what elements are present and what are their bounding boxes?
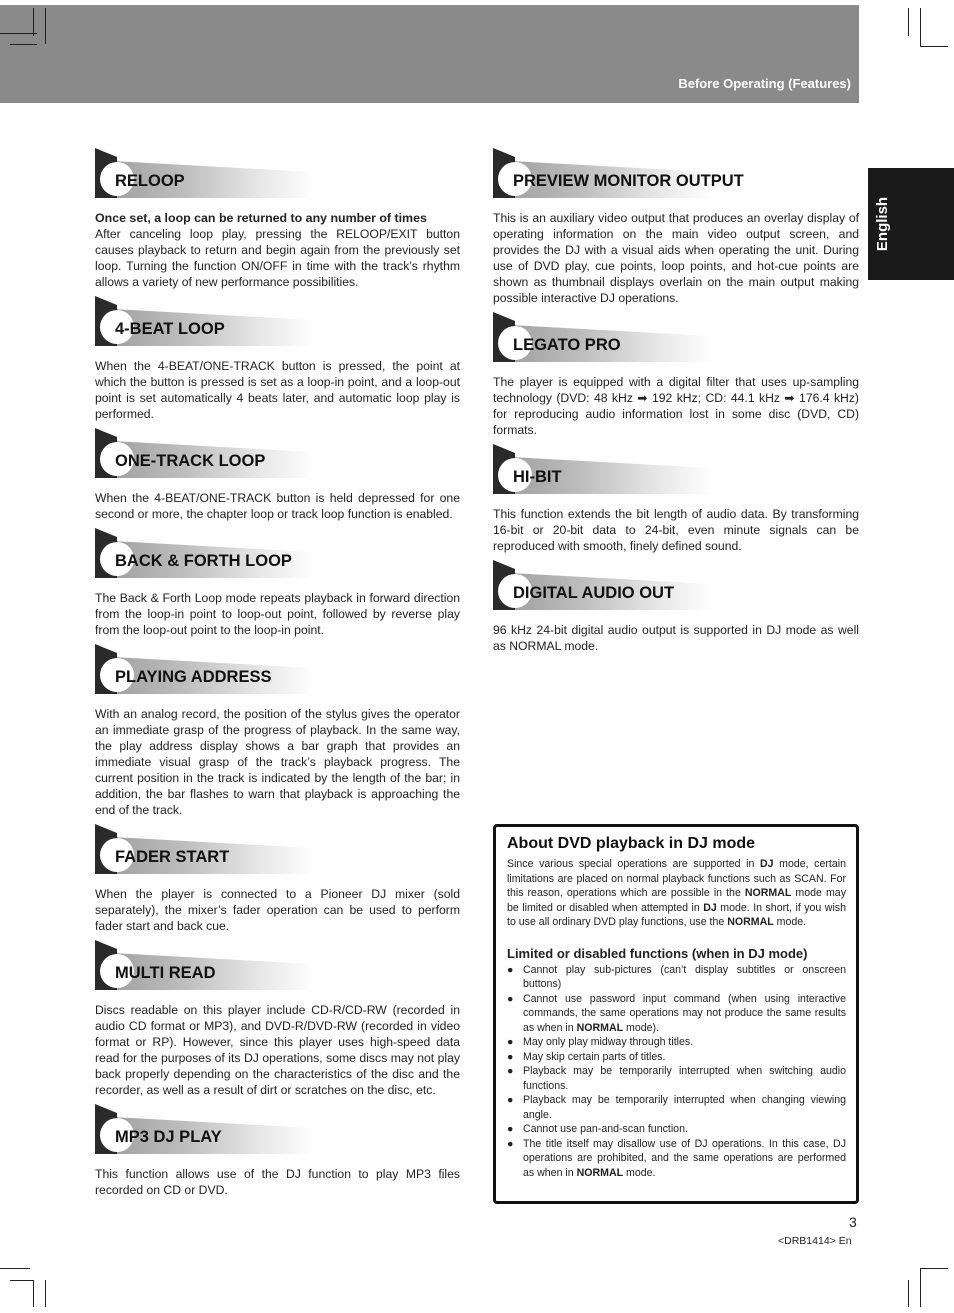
intro-text: mode may be limited or disabled when attempted in (507, 887, 846, 914)
bullet-icon: ● (507, 1137, 514, 1150)
dj-mode-info-box (493, 824, 859, 1204)
section-heading-band (95, 148, 460, 198)
section-title: PLAYING ADDRESS (115, 668, 272, 686)
intro-emphasis: NORMAL (744, 887, 792, 899)
section-heading-band (95, 644, 460, 694)
list-item: ● Cannot use pan-and-scan function. (507, 1123, 688, 1135)
crop-mark (45, 1280, 46, 1307)
section-body: When the 4-BEAT/ONE-TRACK button is pressed, the point at which the button is pressed is set as a loop-in point, and a loop-out point is set automatically 4 beats later, and automatic loop play is performed. (95, 359, 460, 421)
section-body: When the 4-BEAT/ONE-TRACK button is held depressed for one second or more, the chapter loop or track loop function is enabled. (95, 491, 460, 521)
section-subtitle: Once set, a loop can be returned to any number of times (95, 211, 427, 225)
section-body: 96 kHz 24-bit digital audio output is supported in DJ mode as well as NORMAL mode. (493, 623, 859, 653)
intro-emphasis: NORMAL (727, 916, 774, 928)
feature-section-digital-audio-out (493, 560, 859, 654)
section-heading-band (95, 824, 460, 874)
intro-text: Since various special operations are supported in (507, 858, 760, 870)
feature-section-preview-monitor-output (493, 148, 859, 306)
section-heading-band (95, 428, 460, 478)
info-box-title: About DVD playback in DJ mode (507, 835, 756, 852)
crop-mark (0, 33, 37, 34)
section-heading-band (95, 296, 460, 346)
language-tab-label: English (873, 196, 891, 252)
bullet-icon: ● (507, 1065, 514, 1077)
intro-emphasis: DJ (703, 901, 717, 914)
feature-section-mp3-dj-play (95, 1104, 460, 1198)
feature-section-4-beat-loop (95, 296, 460, 422)
document-code: <DRB1414> En (778, 1235, 852, 1247)
section-heading-band (493, 312, 859, 362)
section-title: BACK & FORTH LOOP (115, 552, 292, 570)
bullet-icon: ● (507, 963, 514, 976)
limited-functions-list (507, 963, 846, 1181)
list-item: ● May only play midway through titles. (507, 1036, 694, 1048)
section-heading-band (493, 560, 859, 610)
section-title: 4-BEAT LOOP (115, 320, 225, 338)
crop-mark (920, 1268, 948, 1269)
list-item: ● Cannot use password input command (when using interactive commands, the same operations may not produce the same results as when in NORMAL mode). (507, 992, 846, 1034)
crop-mark (0, 1268, 30, 1269)
crop-mark (10, 44, 37, 45)
section-body: The Back & Forth Loop mode repeats playback in forward direction from the loop-in point to loop-out point, followed by reverse play from the loop-out point to the loop-in point. (95, 591, 460, 637)
section-heading: Before Operating (Features) (678, 76, 851, 91)
list-item: ● Playback may be temporarily interrupted when changing viewing angle. (507, 1094, 846, 1121)
section-body (95, 210, 460, 290)
section-body: The player is equipped with a digital filter that uses up-sampling technology (DVD: 48 kHz ➡ 192 kHz; CD: 44.1 kHz ➡ 176.4 kHz) for reproducing audio information lost in some disc (DVD, CD) formats. (493, 375, 859, 437)
section-heading-band (95, 940, 460, 990)
crop-mark (10, 1280, 34, 1281)
section-title: PREVIEW MONITOR OUTPUT (513, 172, 744, 190)
intro-emphasis: DJ (759, 858, 774, 870)
bullet-icon: ● (507, 1094, 514, 1106)
crop-mark (908, 8, 909, 36)
crop-mark (33, 1280, 34, 1307)
feature-section-multi-read (95, 940, 460, 1098)
list-item: ● The title itself may disallow use of DJ operations. In this case, DJ operations are prohibited, and the same operations are performed as when in NORMAL mode. (507, 1137, 846, 1179)
info-box-intro (507, 857, 846, 930)
section-title: MULTI READ (115, 964, 216, 982)
list-item: ● Cannot play sub-pictures (can’t display subtitles or onscreen buttons) (507, 963, 846, 990)
feature-section-playing-address (95, 644, 460, 818)
section-title: FADER START (115, 848, 230, 866)
section-heading-band (95, 528, 460, 578)
section-title: LEGATO PRO (513, 336, 621, 354)
section-body: Discs readable on this player include CD-R/CD-RW (recorded in audio CD format or MP3), and DVD-R/DVD-RW (recorded in video format or RP). However, since this player uses high-speed data read for the purposes of its DJ operations, some discs may not play back properly depending on the characteristics of the disc and the recorder, as well as a result of dirt or scratches on the disc, etc. (95, 1003, 460, 1097)
crop-mark (920, 1268, 921, 1307)
bullet-icon: ● (507, 1036, 514, 1048)
crop-mark (908, 1280, 909, 1307)
bullet-icon: ● (507, 1050, 514, 1063)
feature-section-hi-bit (493, 444, 859, 554)
section-heading-band (493, 444, 859, 494)
feature-section-one-track-loop (95, 428, 460, 522)
section-heading-band (95, 1104, 460, 1154)
intro-text: mode. In short, if you wish to use all ordinary DVD play functions, use the (507, 901, 846, 928)
feature-section-fader-start (95, 824, 460, 934)
section-body: This function extends the bit length of audio data. By transforming 16-bit or 20-bit data to 24-bit, even minute signals can be reproduced with smooth, finely defined sound. (493, 507, 859, 553)
section-title: ONE-TRACK LOOP (115, 452, 266, 470)
crop-mark (45, 8, 46, 44)
section-text: After canceling loop play, pressing the RELOOP/EXIT button causes playback to return and begin again from the previously set loop. Turning the function ON/OFF in time with the track’s rhythm allows a variety of new performance possibilities. (95, 227, 460, 289)
limited-functions-heading: Limited or disabled functions (when in DJ mode) (507, 945, 808, 961)
list-item: ● Playback may be temporarily interrupted when switching audio functions. (507, 1065, 846, 1092)
section-heading-band (493, 148, 859, 198)
section-title: HI-BIT (513, 468, 562, 486)
crop-mark (33, 8, 34, 36)
crop-mark (920, 46, 948, 47)
header-bar (0, 5, 859, 103)
crop-mark (920, 8, 921, 46)
section-title: DIGITAL AUDIO OUT (513, 584, 675, 602)
section-title: RELOOP (115, 172, 185, 190)
section-title: MP3 DJ PLAY (115, 1128, 222, 1146)
bullet-icon: ● (507, 1123, 514, 1135)
bullet-icon: ● (507, 992, 514, 1005)
feature-section-reloop (95, 148, 460, 290)
list-item: ● May skip certain parts of titles. (507, 1050, 666, 1063)
section-body: This is an auxiliary video output that produces an overlay display of operating information on the main video output screen, and provides the DJ with a visual aids when operating the unit. During use of DVD play, cue points, loop points, and hot-cue points are shown as thumbnail displays overlain on the main output making possible interactive DJ operations. (493, 211, 859, 305)
intro-text: mode, certain limitations are placed on normal playback functions such as SCAN. For this reason, operations which are possible in the (507, 858, 846, 899)
section-body: With an analog record, the position of the stylus gives the operator an immediate grasp of the progress of playback. In the same way, the play address display shows a bar graph that provides an immediate visual grasp of the track’s playback progress. The current position in the track is indicated by the length of the bar; in addition, the bar flashes to warn that playback is approaching the end of the track. (95, 707, 460, 817)
intro-text: mode. (773, 916, 807, 928)
section-body: When the player is connected to a Pioneer DJ mixer (sold separately), the mixer’s fader operation can be used to perform fader start and back cue. (95, 887, 460, 933)
page-number: 3 (849, 1214, 857, 1230)
section-body: This function allows use of the DJ function to play MP3 files recorded on CD or DVD. (95, 1167, 460, 1197)
feature-section-back-forth-loop (95, 528, 460, 638)
feature-section-legato-pro (493, 312, 859, 438)
